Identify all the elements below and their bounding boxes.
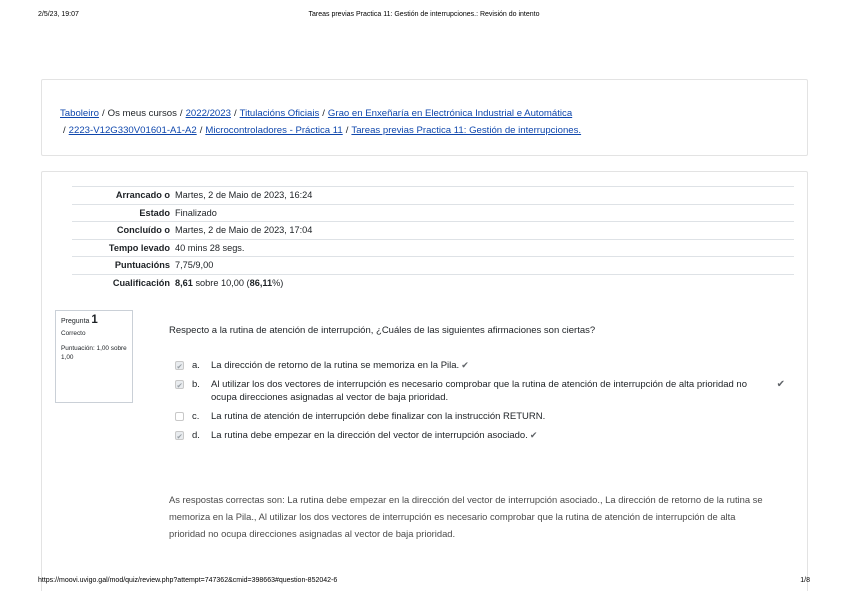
- breadcrumb-course[interactable]: Microcontroladores - Práctica 11: [205, 125, 343, 136]
- breadcrumb-quiz[interactable]: Tareas previas Practica 11: Gestión de interrupciones.: [351, 125, 582, 136]
- breadcrumb-separator: /: [101, 108, 105, 119]
- summary-row: [72, 222, 794, 240]
- summary-label: Puntuacións: [114, 260, 170, 271]
- summary-row: [72, 257, 794, 275]
- quiz-review-card: [41, 171, 808, 591]
- answer-letter: c.: [192, 411, 200, 422]
- summary-value: Finalizado: [175, 207, 217, 218]
- breadcrumb-year[interactable]: 2022/2023: [185, 108, 231, 119]
- answer-letter: b.: [192, 379, 200, 390]
- breadcrumb-dashboard[interactable]: Taboleiro: [60, 108, 99, 119]
- breadcrumb: [60, 105, 797, 139]
- print-url: https://moovi.uvigo.gal/mod/quiz/review.php?attempt=747362&cmid=398663#question-852042-6: [38, 577, 338, 584]
- check-icon: ✔: [529, 430, 538, 440]
- check-icon: ✔: [776, 379, 785, 390]
- question-state: Correcto: [61, 330, 86, 337]
- question-text: Respecto a la rutina de atención de interrupción, ¿Cuáles de las siguientes afirmaciones son ciertas?: [169, 325, 596, 336]
- grade-text-end: %): [272, 278, 284, 288]
- checkbox-icon[interactable]: [175, 380, 184, 389]
- breadcrumb-separator: /: [199, 125, 203, 136]
- summary-row: [72, 274, 794, 292]
- question-prefix: Pregunta: [61, 318, 90, 325]
- summary-label: Concluído o: [116, 225, 170, 236]
- right-answer-feedback: As respostas correctas son: La rutina debe empezar en la dirección del vector de interrupción asociado., La dirección de retorno de la rutina se memoriza en la Pila., Al utilizar los dos vectores de interrupción es necesario comprobar que la rutina de atención de interrupción de alta prioridad no ocupa direcciones asignadas al vector de baja prioridad.: [169, 494, 763, 539]
- print-header: [38, 11, 810, 23]
- breadcrumb-official-degrees[interactable]: Titulacións Oficiais: [239, 108, 320, 119]
- summary-label: Estado: [139, 207, 170, 218]
- answer-option-b[interactable]: [175, 378, 785, 404]
- attempt-summary-table: [72, 186, 794, 292]
- breadcrumb-separator: /: [179, 108, 183, 119]
- summary-label: Cualificación: [112, 278, 170, 288]
- grade-percent: 86,11: [249, 278, 273, 288]
- summary-value: Martes, 2 de Maio de 2023, 17:04: [175, 225, 313, 236]
- answer-text: Al utilizar los dos vectores de interrupción es necesario comprobar que la rutina de atención de interrupción de alta prioridad no ocupa direcciones asignadas al vector de baja prioridad.: [211, 379, 748, 403]
- breadcrumb-separator: /: [63, 125, 66, 136]
- check-icon: ✔: [461, 360, 469, 370]
- breadcrumb-separator: /: [345, 125, 349, 136]
- breadcrumb-card: [41, 79, 808, 156]
- summary-row: [72, 239, 794, 257]
- summary-label: Arrancado o: [115, 190, 170, 201]
- checkbox-icon[interactable]: [175, 412, 184, 421]
- answer-letter: a.: [192, 360, 200, 371]
- answer-option-a[interactable]: [175, 359, 785, 372]
- answer-text: La rutina debe empezar en la dirección del vector de interrupción asociado.: [211, 430, 528, 441]
- breadcrumb-course-code[interactable]: 2223-V12G330V01601-A1-A2: [68, 125, 197, 136]
- print-page-title: Tareas previas Practica 11: Gestión de interrupciones.: Revisión do intento: [308, 11, 540, 18]
- summary-row: [72, 187, 794, 205]
- answer-text: La rutina de atención de interrupción debe finalizar con la instrucción RETURN.: [211, 411, 546, 422]
- answer-text: La dirección de retorno de la rutina se memoriza en la Pila.: [211, 360, 460, 371]
- breadcrumb-separator: /: [233, 108, 237, 119]
- breadcrumb-my-courses: Os meus cursos: [107, 108, 177, 119]
- answer-option-c[interactable]: [175, 410, 785, 423]
- print-page-number: 1/8: [800, 577, 810, 584]
- summary-value: 7,75/9,00: [175, 260, 214, 271]
- question-number-line: [61, 316, 127, 326]
- summary-row: [72, 204, 794, 222]
- print-footer: [38, 577, 810, 589]
- answer-letter: d.: [192, 430, 200, 441]
- summary-label: Tempo levado: [108, 242, 170, 253]
- grade-value: [175, 274, 794, 292]
- answer-option-d[interactable]: [175, 429, 785, 442]
- question-number: 1: [91, 314, 98, 326]
- checkbox-icon[interactable]: [175, 361, 184, 370]
- print-date: 2/5/23, 19:07: [38, 11, 79, 18]
- answer-list: [175, 359, 785, 448]
- checkbox-icon[interactable]: [175, 431, 184, 440]
- summary-value: Martes, 2 de Maio de 2023, 16:24: [175, 190, 313, 201]
- grade-text: sobre 10,00 (: [192, 278, 250, 288]
- question-mark: Puntuación: 1,00 sobre 1,00: [61, 345, 127, 361]
- summary-value: 40 mins 28 segs.: [175, 242, 245, 253]
- grade-score: 8,61: [175, 278, 193, 288]
- question-info: [55, 310, 133, 403]
- breadcrumb-degree[interactable]: Grao en Enxeñaría en Electrónica Industrial e Automática: [327, 108, 573, 119]
- breadcrumb-separator: /: [322, 108, 325, 119]
